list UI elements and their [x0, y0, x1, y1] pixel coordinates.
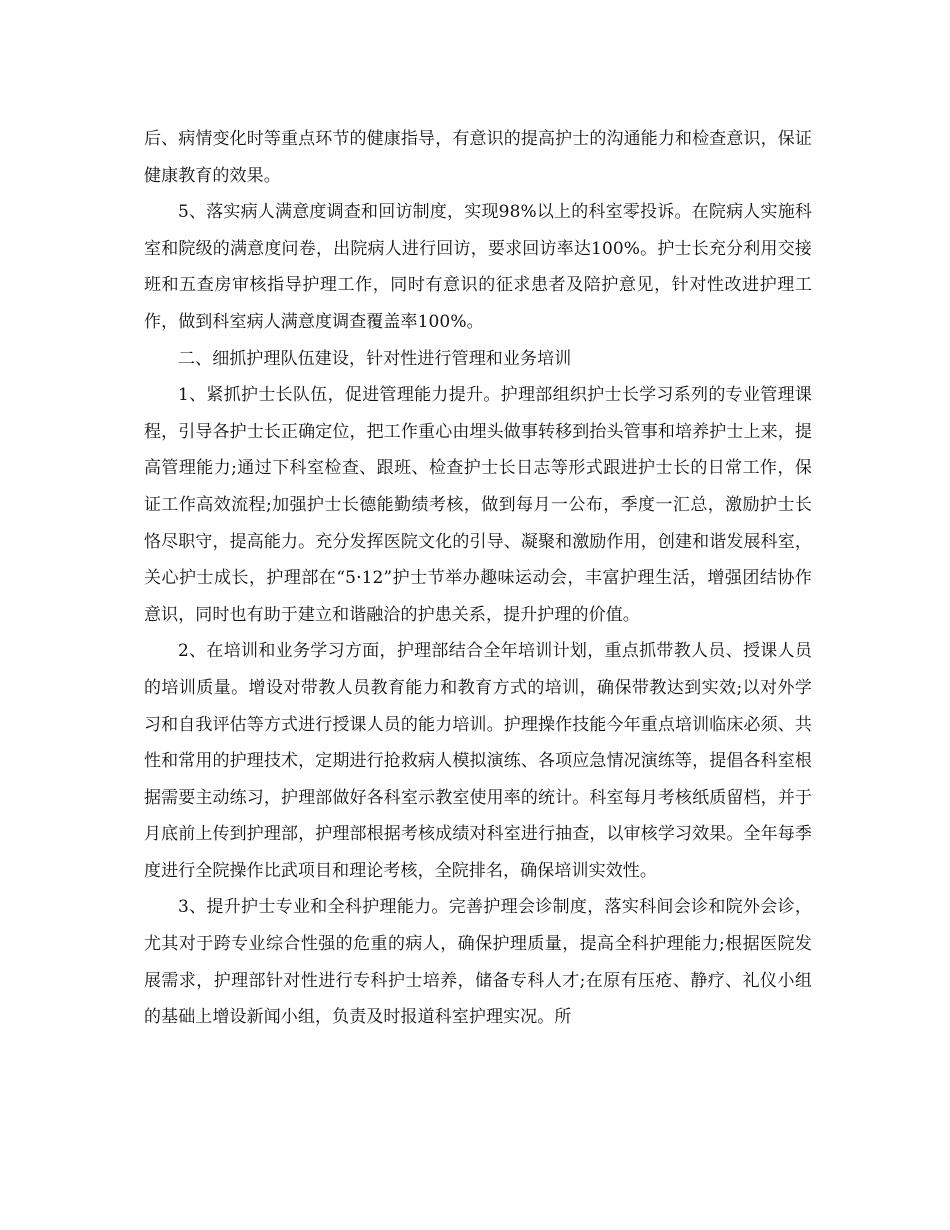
document-body — [144, 121, 812, 1036]
paragraph-item-3-specialty-ability: 3、提升护士专业和全科护理能力。完善护理会诊制度，落实科间会诊和院外会诊，尤其对于跨专业综合性强的危重的病人，确保护理质量，提高全科护理能力;根据医院发展需求，护理部针对性进行专科护士培养，储备专科人才;在原有压疮、静疗、礼仪小组的基础上增设新闻小组，负责及时报道科室护理实况。所 — [144, 897, 812, 1028]
paragraph-item-2-training: 2、在培训和业务学习方面，护理部结合全年培训计划，重点抓带教人员、授课人员的培训质量。增设对带教人员教育能力和教育方式的培训，确保带教达到实效;以对外学习和自我评估等方式进行授课人员的能力培训。护理操作技能今年重点培训临床必须、共性和常用的护理技术，定期进行抢救病人模拟演练、各项应急情况演练等，提倡各科室根据需要主动练习，护理部做好各科室示教室使用率的统计。科室每月考核纸质留档，并于月底前上传到护理部，护理部根据考核成绩对科室进行抽查，以审核学习效果。全年每季度进行全院操作比武项目和理论考核，全院排名，确保培训实效性。 — [144, 641, 812, 881]
paragraph-continuation: 后、病情变化时等重点环节的健康指导，有意识的提高护士的沟通能力和检查意识，保证健康教育的效果。 — [144, 129, 812, 186]
paragraph-item-5-satisfaction-survey: 5、落实病人满意度调查和回访制度，实现98%以上的科室零投诉。在院病人实施科室和院级的满意度问卷，出院病人进行回访，要求回访率达100%。护士长充分利用交接班和五查房审核指导护理工作，同时有意识的征求患者及陪护意见，针对性改进护理工作，做到科室病人满意度调查覆盖率100%。 — [144, 202, 812, 332]
paragraph-item-1-head-nurse-team: 1、紧抓护士长队伍，促进管理能力提升。护理部组织护士长学习系列的专业管理课程，引导各护士长正确定位，把工作重心由埋头做事转移到抬头管事和培养护士上来，提高管理能力;通过下科室检查、跟班、检查护士长日志等形式跟进护士长的日常工作，保证工作高效流程;加强护士长德能勤绩考核，做到每月一公布，季度一汇总，激励护士长恪尽职守，提高能力。充分发挥医院文化的引导、凝聚和激励作用，创建和谐发展科室，关心护士成长，护理部在“5·12”护士节举办趣味运动会，丰富护理生活，增强团结协作意识，同时也有助于建立和谐融洽的护患关系，提升护理的价值。 — [144, 385, 812, 625]
section-heading-team-building: 二、细抓护理队伍建设，针对性进行管理和业务培训 — [178, 348, 572, 369]
